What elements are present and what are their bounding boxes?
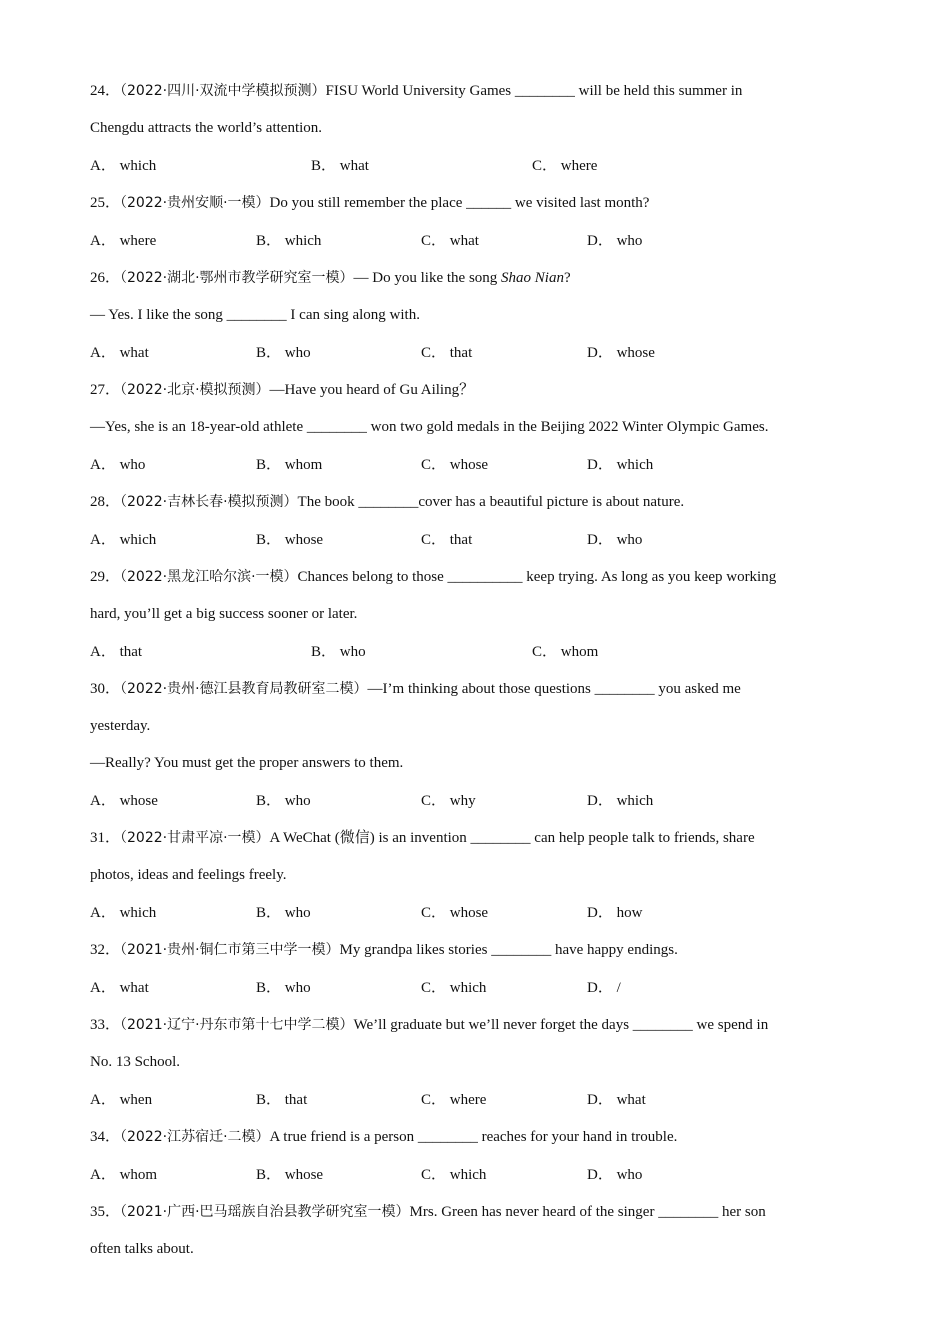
question-text: —Have you heard of Gu Ailing？	[269, 382, 475, 398]
option-a[interactable]: A． when	[90, 1092, 153, 1108]
question-text: Do you still remember the place ______ we visited last month?	[269, 195, 650, 211]
question-source: （2022·四川·双流中学模拟预测）	[120, 83, 326, 99]
question-text-line: No. 13 School.	[90, 1054, 180, 1070]
option-a[interactable]: A． which	[90, 532, 157, 548]
question-source: （2021·贵州·铜仁市第三中学一模）	[120, 942, 340, 958]
question-26: 26．（2022·湖北·鄂州市教学研究室一模）— Do you like the song Shao Nian?	[90, 270, 571, 286]
option-b[interactable]: B． who	[256, 793, 311, 809]
option-b[interactable]: B． who	[256, 345, 311, 361]
option-c[interactable]: C． what	[421, 233, 479, 249]
option-d[interactable]: D． who	[587, 1167, 643, 1183]
question-text: A true friend is a person ________ reaches for your hand in trouble.	[269, 1129, 678, 1145]
question-text-line: photos, ideas and feelings freely.	[90, 867, 287, 883]
option-b[interactable]: B． whom	[256, 457, 323, 473]
question-number: 24	[90, 83, 105, 99]
question-27: 27．（2022·北京·模拟预测）—Have you heard of Gu Ailing？	[90, 382, 475, 398]
question-text: The book ________cover has a beautiful picture is about nature.	[297, 494, 685, 510]
question-30: 30．（2022·贵州·德江县教育局教研室二模）—I’m thinking about those questions ________ you asked me	[90, 681, 741, 697]
question-number: 27	[90, 382, 105, 398]
question-text-line: Chengdu attracts the world’s attention.	[90, 120, 323, 136]
question-25: 25．（2022·贵州安顺·一模）Do you still remember the place ______ we visited last month?	[90, 195, 650, 211]
question-text: A WeChat (微信) is an invention ________ can help people talk to friends, share	[269, 830, 755, 846]
option-a[interactable]: A． whose	[90, 793, 158, 809]
question-text-line: hard, you’ll get a big success sooner or later.	[90, 606, 358, 622]
question-text-line: —Really? You must get the proper answers to them.	[90, 755, 404, 771]
question-28: 28．（2022·吉林长春·模拟预测）The book ________cover has a beautiful picture is about nature.	[90, 494, 685, 510]
question-number: 32	[90, 942, 105, 958]
question-text: Chances belong to those __________ keep trying. As long as you keep working	[297, 569, 777, 585]
option-b[interactable]: B． what	[311, 158, 369, 174]
option-c[interactable]: C． where	[532, 158, 598, 174]
question-source: （2022·贵州安顺·一模）	[120, 195, 270, 211]
question-source: （2021·辽宁·丹东市第十七中学二模）	[120, 1017, 354, 1033]
question-29: 29．（2022·黑龙江哈尔滨·一模）Chances belong to those __________ keep trying. As long as you keep working	[90, 569, 777, 585]
question-number: 35	[90, 1204, 105, 1220]
question-source: （2022·甘肃平凉·一模）	[120, 830, 270, 846]
option-b[interactable]: B． who	[256, 905, 311, 921]
option-b[interactable]: B． who	[256, 980, 311, 996]
question-text: My grandpa likes stories ________ have happy endings.	[339, 942, 678, 958]
question-number: 29	[90, 569, 105, 585]
option-c[interactable]: C． whose	[421, 905, 489, 921]
question-source: （2022·江苏宿迁·二模）	[120, 1129, 270, 1145]
option-a[interactable]: A． who	[90, 457, 146, 473]
option-d[interactable]: D． which	[587, 457, 654, 473]
question-text-line: — Yes. I like the song ________ I can sing along with.	[90, 307, 420, 323]
question-source: （2022·吉林长春·模拟预测）	[120, 494, 298, 510]
option-d[interactable]: D． who	[587, 532, 643, 548]
option-b[interactable]: B． whose	[256, 532, 324, 548]
option-d[interactable]: D． /	[587, 980, 621, 996]
question-number: 28	[90, 494, 105, 510]
question-text-line: yesterday.	[90, 718, 151, 734]
question-source: （2022·北京·模拟预测）	[120, 382, 270, 398]
option-b[interactable]: B． which	[256, 233, 322, 249]
option-c[interactable]: C． why	[421, 793, 476, 809]
song-title: Shao Nian	[501, 270, 564, 286]
question-number: 26	[90, 270, 105, 286]
option-a[interactable]: A． what	[90, 980, 149, 996]
question-31: 31．（2022·甘肃平凉·一模）A WeChat (微信) is an invention ________ can help people talk to friends, share	[90, 830, 755, 846]
option-d[interactable]: D． which	[587, 793, 654, 809]
question-34: 34．（2022·江苏宿迁·二模）A true friend is a person ________ reaches for your hand in trouble.	[90, 1129, 678, 1145]
option-c[interactable]: C． that	[421, 345, 473, 361]
option-a[interactable]: A． which	[90, 905, 157, 921]
question-text-line: often talks about.	[90, 1241, 194, 1257]
option-d[interactable]: D． whose	[587, 345, 655, 361]
option-c[interactable]: C． that	[421, 532, 473, 548]
question-source: （2022·湖北·鄂州市教学研究室一模）	[120, 270, 354, 286]
question-text: We’ll graduate but we’ll never forget the days ________ we spend in	[353, 1017, 769, 1033]
question-text: —I’m thinking about those questions ________ you asked me	[367, 681, 741, 697]
question-number: 34	[90, 1129, 105, 1145]
question-source: （2022·黑龙江哈尔滨·一模）	[120, 569, 298, 585]
option-c[interactable]: C． which	[421, 1167, 487, 1183]
question-text: FISU World University Games ________ will be held this summer in	[325, 83, 743, 99]
question-text-line: —Yes, she is an 18-year-old athlete ________ won two gold medals in the Beijing 2022 Winter Olympic Games.	[90, 419, 769, 435]
option-a[interactable]: A． which	[90, 158, 157, 174]
option-a[interactable]: A． what	[90, 345, 149, 361]
option-a[interactable]: A． whom	[90, 1167, 158, 1183]
option-b[interactable]: B． whose	[256, 1167, 324, 1183]
option-c[interactable]: C． where	[421, 1092, 487, 1108]
question-35: 35．（2021·广西·巴马瑶族自治县教学研究室一模）Mrs. Green has never heard of the singer ________ her son	[90, 1204, 766, 1220]
question-33: 33．（2021·辽宁·丹东市第十七中学二模）We’ll graduate but we’ll never forget the days ________ we spend in	[90, 1017, 769, 1033]
question-number: 30	[90, 681, 105, 697]
question-text: — Do you like the song	[353, 270, 502, 286]
option-c[interactable]: C． whose	[421, 457, 489, 473]
question-number: 25	[90, 195, 105, 211]
question-text: Mrs. Green has never heard of the singer ________ her son	[409, 1204, 766, 1220]
question-32: 32．（2021·贵州·铜仁市第三中学一模）My grandpa likes stories ________ have happy endings.	[90, 942, 678, 958]
question-24: 24．（2022·四川·双流中学模拟预测）FISU World University Games ________ will be held this summer in	[90, 83, 743, 99]
option-c[interactable]: C． whom	[532, 644, 599, 660]
question-number: 31	[90, 830, 105, 846]
question-number: 33	[90, 1017, 105, 1033]
option-d[interactable]: D． how	[587, 905, 643, 921]
question-source: （2022·贵州·德江县教育局教研室二模）	[120, 681, 368, 697]
option-a[interactable]: A． where	[90, 233, 157, 249]
option-c[interactable]: C． which	[421, 980, 487, 996]
option-d[interactable]: D． who	[587, 233, 643, 249]
question-source: （2021·广西·巴马瑶族自治县教学研究室一模）	[120, 1204, 410, 1220]
option-b[interactable]: B． that	[256, 1092, 308, 1108]
option-a[interactable]: A． that	[90, 644, 143, 660]
option-d[interactable]: D． what	[587, 1092, 646, 1108]
option-b[interactable]: B． who	[311, 644, 366, 660]
